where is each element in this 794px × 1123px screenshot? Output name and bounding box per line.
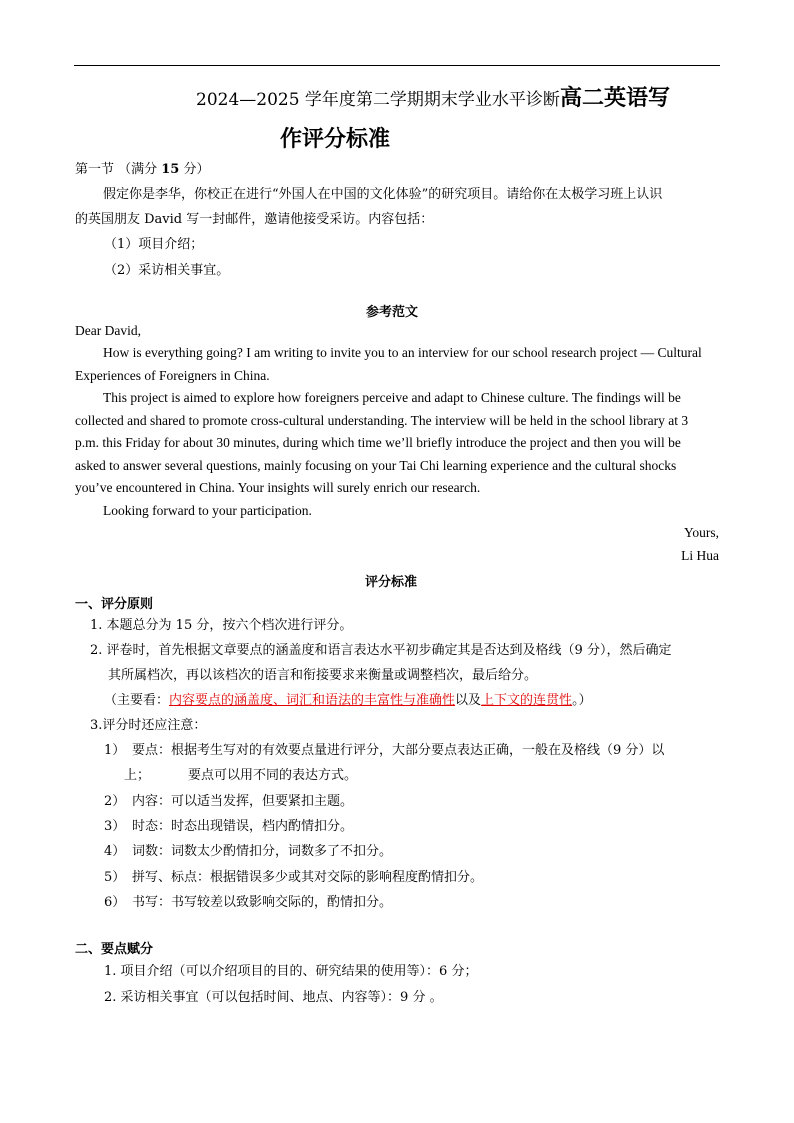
sample-p2-line2: collected and shared to promote cross-cultural understanding. The interview will be held in the school library at 3 — [75, 413, 689, 428]
rule-2-line1: 2. 评卷时，首先根据文章要点的涵盖度和语言表达水平初步确定其是否达到及格线（9 分），然后确定 — [90, 643, 672, 658]
note-item-1-line2b: 要点可以用不同的表达方式。 — [188, 768, 358, 783]
task-point-2: （2）采访相关事宜。 — [104, 263, 230, 278]
note-highlight-2: 上下文的连贯性 — [481, 693, 573, 708]
section1-label-text: 第一节 （满分 — [75, 162, 162, 177]
sample-closing: Yours, — [683, 525, 719, 540]
title-prefix: 2024—2025 学年度第二学期期末学业水平诊断 — [196, 90, 560, 110]
note-item-2-num: 2） — [104, 794, 126, 809]
scoring-point-1: 1. 项目介绍（可以介绍项目的目的、研究结果的使用等）：6 分； — [104, 964, 478, 979]
sample-heading: 参考范文 — [366, 305, 419, 320]
note-item-3-num: 3） — [104, 819, 126, 834]
section1-label-end: 分） — [179, 162, 210, 177]
task-line-2: 的英国朋友 David 写一封邮件，邀请他接受采访。内容包括： — [75, 212, 434, 227]
sample-p3: Looking forward to your participation. — [103, 503, 312, 518]
note-item-3: 时态：时态出现错误，档内酌情扣分。 — [132, 819, 354, 834]
sample-salutation: Dear David, — [75, 323, 141, 338]
rule-note — [104, 690, 592, 712]
sample-p2-line3: p.m. this Friday for about 30 minutes, during which time we’ll briefly introduce the project and then you will be — [75, 435, 681, 450]
criteria-heading: 评分标准 — [365, 575, 418, 590]
sample-p2-line1: This project is aimed to explore how foreigners perceive and adapt to Chinese culture. The findings will be — [103, 390, 681, 405]
note-item-6: 书写：书写较差以致影响交际的，酌情扣分。 — [132, 895, 393, 910]
principles-heading: 一、评分原则 — [75, 597, 154, 612]
task-point-1: （1）项目介绍； — [104, 237, 204, 252]
title-suffix: 高二英语写 — [559, 86, 670, 111]
note-item-1-line2a: 上； — [124, 768, 151, 783]
task-line-1: 假定你是李华，你校正在进行“外国人在中国的文化体验”的研究项目。请给你在太极学习班上认识 — [103, 187, 663, 202]
note-item-4-num: 4） — [104, 844, 126, 859]
note-item-2: 内容：可以适当发挥，但要紧扣主题。 — [132, 794, 354, 809]
document-title-line2: 作评分标准 — [280, 127, 391, 152]
note-item-5-num: 5） — [104, 870, 126, 885]
header-rule — [74, 65, 720, 66]
document-title — [196, 81, 670, 112]
note-close: 。） — [572, 693, 592, 708]
sample-p2-line4: asked to answer several questions, mainly focusing on your Tai Chi learning experience and the cultural shocks — [75, 458, 677, 473]
note-item-5: 拼写、标点：根据错误多少或其对交际的影响程度酌情扣分。 — [132, 870, 484, 885]
sample-p2-line5: you’ve encountered in China. Your insights will surely enrich our research. — [75, 480, 481, 495]
sample-p1-line2: Experiences of Foreigners in China. — [75, 368, 270, 383]
note-item-1-line1: 要点：根据考生写对的有效要点量进行评分，大部分要点表达正确，一般在及格线（9 分）以 — [132, 743, 665, 758]
scoring-point-2: 2. 采访相关事宜（可以包括时间、地点、内容等）：9 分 。 — [104, 990, 443, 1005]
rule-1: 1. 本题总分为 15 分，按六个档次进行评分。 — [90, 618, 353, 633]
note-item-6-num: 6） — [104, 895, 126, 910]
sample-p1-line1: How is everything going? I am writing to invite you to an interview for our school research project — Cultural — [103, 345, 702, 360]
rule-3: 3.评分时还应注意： — [90, 718, 207, 733]
note-item-1-num: 1） — [104, 743, 126, 758]
points-heading: 二、要点赋分 — [75, 942, 154, 957]
sample-signature: Li Hua — [681, 548, 719, 563]
note-open: （主要看： — [104, 693, 170, 708]
note-highlight-1: 内容要点的涵盖度、词汇和语法的丰富性与准确性 — [169, 693, 456, 708]
rule-2-line2: 其所属档次，再以该档次的语言和衔接要求来衡量或调整档次，最后给分。 — [108, 668, 538, 683]
section1-score: 15 — [161, 162, 180, 177]
note-mid: 以及 — [455, 693, 482, 708]
section1-label — [75, 159, 210, 181]
note-item-4: 词数：词数太少酌情扣分，词数多了不扣分。 — [132, 844, 393, 859]
